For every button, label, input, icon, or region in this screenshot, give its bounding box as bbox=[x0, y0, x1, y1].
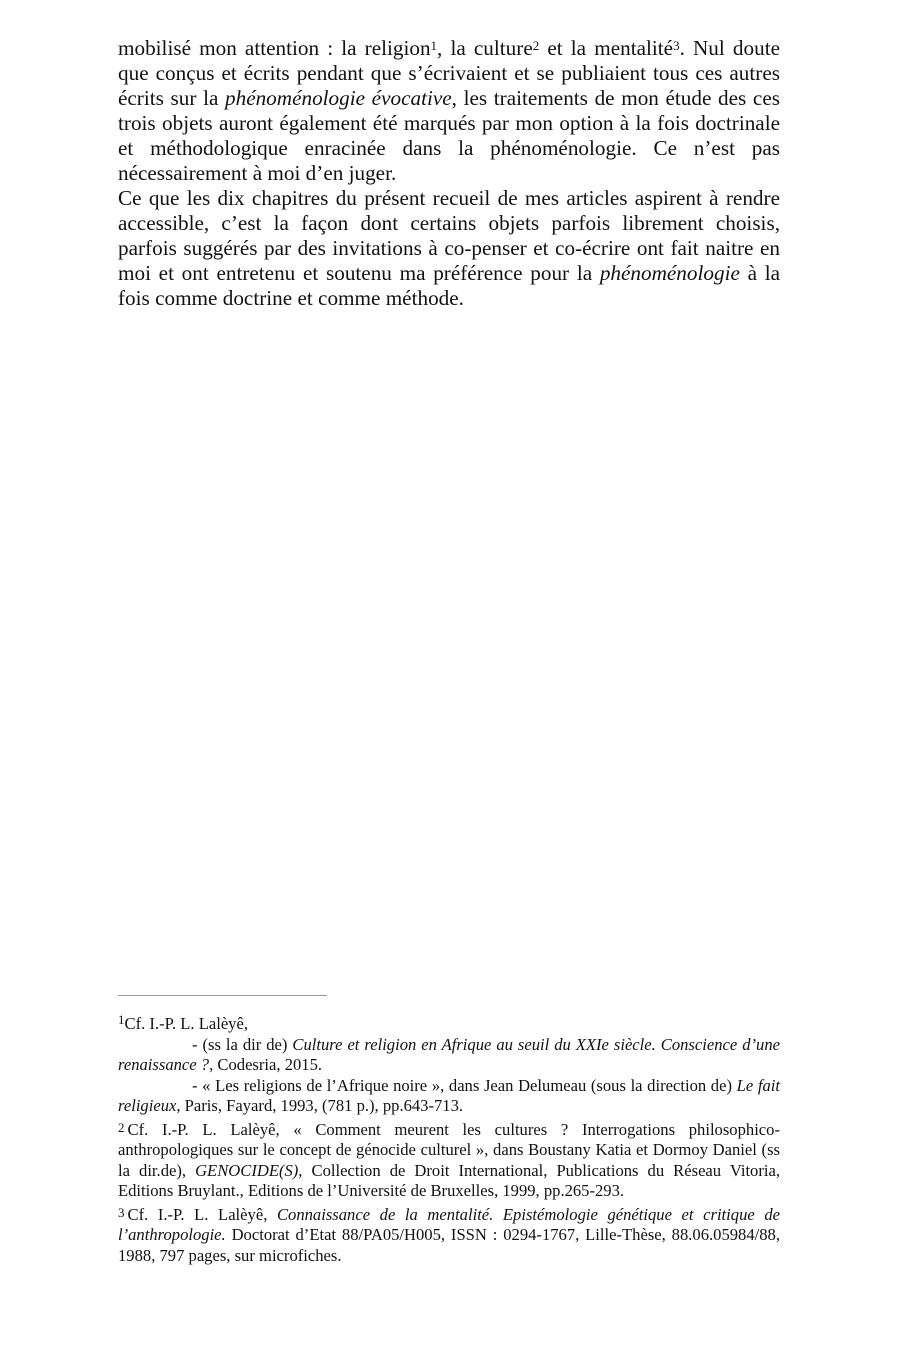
footnote-ref-2[interactable]: 2 bbox=[532, 38, 540, 53]
text-run: à la fois comme doctrine et comme méthode. bbox=[118, 261, 780, 310]
footnote-title: Connaissance de la mentalité. Epistémologie génétique et critique de l’anthropologie. bbox=[118, 1204, 780, 1244]
footnote-separator bbox=[118, 995, 327, 996]
footnote-title: Le fait religieux bbox=[118, 1075, 780, 1115]
text-run: Ce que les dix chapitres du présent recueil de mes articles aspirent à rendre accessible, c’est la façon dont certains objets parfois librement choisis, parfois suggérés par des invitations à co-penser et co-écrire ont fait naitre en moi et ont entretenu et soutenu ma préférence pour la bbox=[118, 186, 780, 285]
footnote-number: 1 bbox=[118, 1012, 125, 1027]
footnote-number: 3 bbox=[118, 1204, 125, 1220]
paragraph-1 bbox=[118, 36, 780, 186]
footnote-2 bbox=[118, 1120, 780, 1202]
footnote-text: Doctorat d’Etat 88/PA05/H005, ISSN : 0294-1767, Lille-Thèse, 88.06.05984/88, 1988, 797 pages, sur microfiches. bbox=[118, 1225, 780, 1265]
footnote-text: , Codesria, 2015. bbox=[209, 1055, 323, 1074]
footnote-text: - « Les religions de l’Afrique noire », dans Jean Delumeau (sous la direction de) bbox=[192, 1075, 737, 1095]
footnote-text: Collection de Droit International, Publications du Réseau Vitoria, Editions Bruylant., Editions de l’Université de Bruxelles, 1999, pp.265-293. bbox=[118, 1160, 780, 1200]
footnote-ref-3[interactable]: 3 bbox=[673, 38, 680, 53]
footnote-title: GENOCIDE(S), bbox=[195, 1160, 303, 1180]
text-run: et la mentalité bbox=[539, 36, 674, 60]
footnote-number: 2 bbox=[118, 1119, 125, 1135]
footnote-text: Cf. I.-P. L. Lalèyê, bbox=[127, 1204, 277, 1224]
footnote-text: Cf. I.-P. L. Lalèyê, « Comment meurent les cultures ? Interrogations philosophico-anthropologiques sur le concept de génocide culturel », dans Boustany Katia et Dormoy Daniel (ss la dir.de), bbox=[118, 1119, 780, 1180]
text-run: mobilisé mon attention : la religion bbox=[118, 36, 431, 60]
footnote-1-item-b bbox=[118, 1076, 780, 1117]
text-run: , les traitements de mon étude des ces trois objets auront également été marqués par mon option à la fois doctrinale et méthodologique enracinée dans la phénoménologie. Ce n’est pas nécessairement à moi d’en juger. bbox=[118, 86, 780, 185]
text-run: , la culture bbox=[437, 36, 533, 60]
italic-term: phénoménologie bbox=[599, 261, 740, 285]
footnote-title: Culture et religion en Afrique au seuil du XXIe siècle. Conscience d’une renaissance ? bbox=[118, 1034, 780, 1074]
footnote-text: Cf. I.-P. L. Lalèyê, bbox=[124, 1014, 248, 1033]
main-text bbox=[118, 36, 780, 311]
footnote-3 bbox=[118, 1205, 780, 1267]
footnote-text: - (ss la dir de) bbox=[192, 1034, 293, 1054]
footnote-ref-1[interactable]: 1 bbox=[430, 38, 438, 53]
footnotes-section bbox=[118, 1014, 780, 1266]
italic-term: phénoménologie évocative bbox=[225, 86, 452, 110]
footnote-text: , Paris, Fayard, 1993, (781 p.), pp.643-713. bbox=[176, 1096, 464, 1115]
text-run: . Nul doute que conçus et écrits pendant que s’écrivaient et se publiaient tous ces autres écrits sur la bbox=[118, 36, 780, 110]
paragraph-2 bbox=[118, 186, 780, 311]
footnote-1-lead bbox=[118, 1014, 780, 1035]
footnote-1-item-a bbox=[118, 1035, 780, 1076]
